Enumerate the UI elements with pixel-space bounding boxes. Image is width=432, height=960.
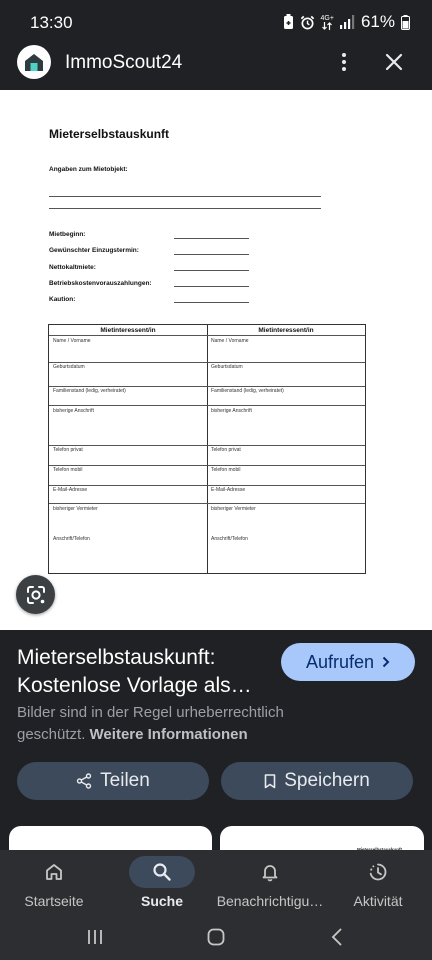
network-indicator	[321, 15, 334, 30]
table-row-line	[49, 335, 365, 336]
bookmark-icon	[264, 774, 276, 789]
table-cell: Geburtsdatum	[211, 364, 243, 370]
table-row-line	[49, 485, 365, 486]
document-field-label: Kaution:	[49, 296, 76, 303]
table-cell: Familienstand (ledig, verheiratet)	[53, 388, 126, 394]
bell-icon	[237, 856, 303, 888]
nav-item-startseite[interactable]	[0, 856, 108, 909]
copyright-text: Bilder sind in der Regel urheberrechtlich geschützt.	[17, 704, 284, 743]
home-button-icon[interactable]	[204, 926, 228, 948]
table-row-line	[49, 386, 365, 387]
table-row-line	[49, 503, 365, 504]
nav-item-suche[interactable]	[108, 856, 216, 909]
table-cell: Geburtsdatum	[53, 364, 85, 370]
document-field-label: Gewünschter Einzugstermin:	[49, 247, 139, 254]
document-line	[49, 196, 321, 197]
document-field-line	[174, 286, 249, 287]
battery-percent: 61%	[360, 12, 395, 31]
table-cell: Telefon privat	[53, 447, 83, 453]
open-button-label: Aufrufen	[305, 651, 375, 672]
document-field-label: Mietbeginn:	[49, 231, 86, 238]
table-cell: E-Mail-Adresse	[53, 487, 88, 493]
document-field-line	[174, 254, 249, 255]
share-button-label: Teilen	[100, 770, 150, 791]
table-header: Mietinteressent/in	[100, 327, 156, 334]
more-info-link[interactable]: Weitere Informationen	[89, 726, 248, 743]
close-icon[interactable]	[384, 52, 404, 72]
bottom-navigation	[0, 850, 432, 914]
activity-icon	[345, 856, 411, 888]
document-field-line	[174, 302, 249, 303]
recent-apps-icon[interactable]	[83, 926, 107, 948]
open-button[interactable]	[281, 643, 415, 681]
nav-label: Startseite	[24, 893, 84, 909]
table-cell: Familienstand (ledig, verheiratet)	[211, 388, 284, 394]
table-row-line	[49, 465, 365, 466]
table-row-line	[49, 445, 365, 446]
table-header: Mietinteressent/in	[258, 327, 314, 334]
chevron-right-icon	[382, 656, 390, 668]
table-cell: bisheriger Vermieter	[53, 506, 98, 512]
nav-label: Benachrichtigu…	[216, 893, 324, 909]
table-cell: Name / Vorname	[53, 338, 91, 344]
table-cell: bisherige Anschrift	[211, 408, 252, 414]
google-lens-icon[interactable]	[16, 575, 55, 614]
share-icon	[76, 773, 92, 789]
result-title[interactable]: Mieterselbstauskunft: Kostenlose Vorlage als…	[17, 646, 252, 697]
result-info-panel	[0, 630, 432, 850]
document-field-label: Betriebskostenvorauszahlungen:	[49, 280, 152, 287]
table-cell: Anschrift/Telefon	[211, 536, 248, 542]
app-header	[0, 44, 432, 90]
back-icon[interactable]	[325, 926, 349, 948]
table-cell: Anschrift/Telefon	[53, 536, 90, 542]
document-field-line	[174, 270, 249, 271]
battery-saver-icon	[283, 14, 294, 30]
search-icon	[129, 856, 195, 888]
document-field-label: Nettokaltmiete:	[49, 264, 96, 271]
save-button[interactable]	[221, 762, 413, 800]
table-row-line	[49, 362, 365, 363]
document-title: Mieterselbstauskunft	[49, 127, 170, 141]
network-type: 4G+	[320, 14, 334, 22]
document-line	[49, 208, 321, 209]
nav-label: Suche	[140, 893, 183, 909]
copyright-notice	[17, 702, 327, 746]
status-icons	[283, 12, 410, 32]
table-cell: Telefon mobil	[211, 467, 241, 473]
document-table	[48, 324, 366, 574]
table-cell: Name / Vorname	[211, 338, 249, 344]
share-button[interactable]	[17, 762, 209, 800]
save-button-label: Speichern	[284, 770, 370, 791]
table-row-line	[49, 405, 365, 406]
table-cell: Telefon mobil	[53, 467, 83, 473]
app-title: ImmoScout24	[65, 52, 183, 73]
immoscout-house-logo[interactable]	[17, 45, 51, 79]
signal-icon	[340, 15, 355, 29]
table-cell: bisherige Anschrift	[53, 408, 94, 414]
table-cell: bisheriger Vermieter	[211, 506, 256, 512]
status-bar	[0, 0, 432, 44]
document-preview-image[interactable]	[0, 90, 432, 630]
more-vert-icon[interactable]	[334, 50, 354, 74]
status-time: 13:30	[30, 13, 73, 32]
table-cell: E-Mail-Adresse	[211, 487, 246, 493]
system-navigation-bar	[0, 914, 432, 960]
nav-label: Aktivität	[353, 893, 403, 909]
home-icon	[21, 856, 87, 888]
nav-item-benachrichtigungen[interactable]	[216, 856, 324, 909]
table-cell: Telefon privat	[211, 447, 241, 453]
document-field-line	[174, 238, 249, 239]
document-subtitle: Angaben zum Mietobjekt:	[49, 166, 128, 173]
alarm-icon	[300, 15, 315, 30]
nav-item-aktivitaet[interactable]	[324, 856, 432, 909]
battery-icon	[401, 15, 410, 30]
